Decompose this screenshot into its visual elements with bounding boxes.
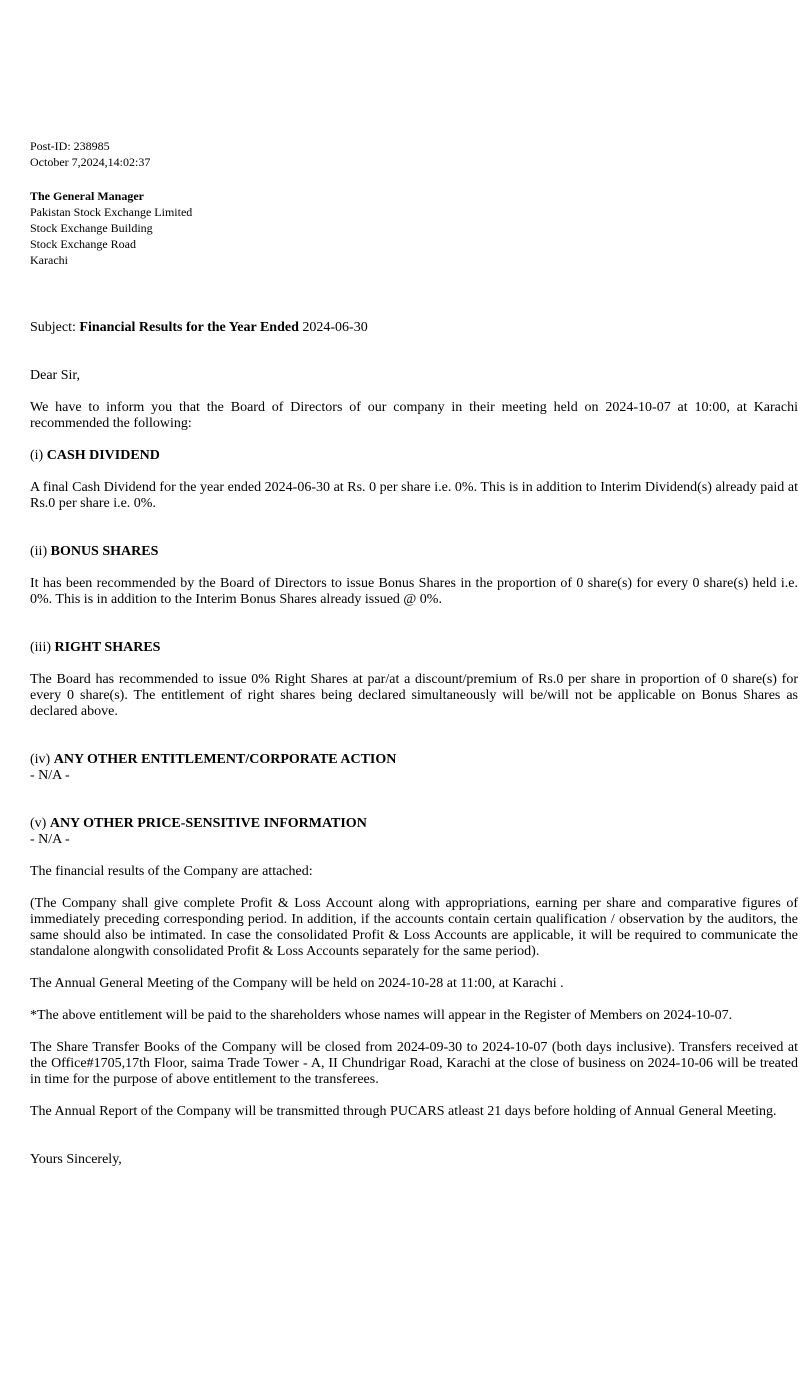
section-number: (v) <box>30 816 47 831</box>
document-page <box>30 138 798 1168</box>
recipient-title: The General Manager <box>30 189 144 203</box>
section-number: (i) <box>30 448 44 463</box>
annual-report-paragraph: The Annual Report of the Company will be transmitted through PUCARS atleast 21 days before holding of Annual General Meeting. <box>30 1104 777 1119</box>
section-heading-other-entitlement <box>30 752 798 768</box>
post-datetime: October 7,2024,14:02:37 <box>30 155 151 169</box>
share-transfer-paragraph: The Share Transfer Books of the Company will be closed from 2024-09-30 to 2024-10-07 (both days inclusive). Transfers received at the Office#1705,17th Floor, saima Trade Tower - A, II Chundrigar Road, Karachi at the close of business on 2024-10-06 will be treated in time for the purpose of above entitlement to the transferees. <box>30 1040 798 1087</box>
section-text-other-entitlement: - N/A - <box>30 768 70 783</box>
section-heading-price-sensitive <box>30 816 798 832</box>
subject-label: Subject: <box>30 320 76 335</box>
section-number: (iii) <box>30 640 51 655</box>
address-city: Karachi <box>30 253 68 267</box>
recipient-address <box>30 188 798 268</box>
section-title: RIGHT SHARES <box>54 640 161 655</box>
address-line-1: Pakistan Stock Exchange Limited <box>30 205 193 219</box>
section-number: (ii) <box>30 544 48 559</box>
entitlement-note: *The above entitlement will be paid to the shareholders whose names will appear in the Register of Members on 2024-10-07. <box>30 1008 733 1023</box>
section-title: BONUS SHARES <box>50 544 159 559</box>
subject-title: Financial Results for the Year Ended <box>79 320 299 335</box>
section-text-price-sensitive: - N/A - <box>30 832 70 847</box>
closing: Yours Sincerely, <box>30 1152 122 1167</box>
results-attached: The financial results of the Company are attached: <box>30 864 313 879</box>
section-title: ANY OTHER PRICE-SENSITIVE INFORMATION <box>49 816 367 831</box>
salutation: Dear Sir, <box>30 368 80 383</box>
section-number: (iv) <box>30 752 51 767</box>
intro-paragraph: We have to inform you that the Board of Directors of our company in their meeting held on 2024-10-07 at 10:00, at Karachi recommended the following: <box>30 400 798 431</box>
address-line-2: Stock Exchange Building <box>30 221 153 235</box>
agm-paragraph: The Annual General Meeting of the Company will be held on 2024-10-28 at 11:00, at Karachi . <box>30 976 564 991</box>
section-title: CASH DIVIDEND <box>46 448 160 463</box>
section-text-bonus: It has been recommended by the Board of Directors to issue Bonus Shares in the proportion of 0 share(s) for every 0 share(s) held i.e. 0%. This is in addition to the Interim Bonus Shares already issued @ 0%. <box>30 576 798 607</box>
section-heading-bonus <box>30 544 798 560</box>
post-id: Post-ID: 238985 <box>30 139 110 153</box>
section-title: ANY OTHER ENTITLEMENT/CORPORATE ACTION <box>53 752 397 767</box>
section-text-right: The Board has recommended to issue 0% Right Shares at par/at a discount/premium of Rs.0 per share in proportion of 0 share(s) for every 0 share(s). The entitlement of right shares being declared simultaneously will be/will not be applicable on Bonus Shares as declared above. <box>30 672 798 719</box>
post-meta <box>30 138 798 170</box>
subject-line <box>30 320 798 336</box>
section-heading-cash <box>30 448 798 464</box>
results-note: (The Company shall give complete Profit & Loss Account along with appropriations, earning per share and comparative figures of immediately preceding corresponding period. In addition, if the accounts contain certain qualification / observation by the auditors, the same should also be intimated. In case the consolidated Profit & Loss Accounts are applicable, it will be required to communicate the standalone alongwith consolidated Profit & Loss Accounts separately for the same period). <box>30 896 798 959</box>
section-text-cash: A final Cash Dividend for the year ended 2024-06-30 at Rs. 0 per share i.e. 0%. This is in addition to Interim Dividend(s) already paid at Rs.0 per share i.e. 0%. <box>30 480 798 511</box>
address-line-3: Stock Exchange Road <box>30 237 136 251</box>
subject-date: 2024-06-30 <box>302 320 368 335</box>
section-heading-right <box>30 640 798 656</box>
